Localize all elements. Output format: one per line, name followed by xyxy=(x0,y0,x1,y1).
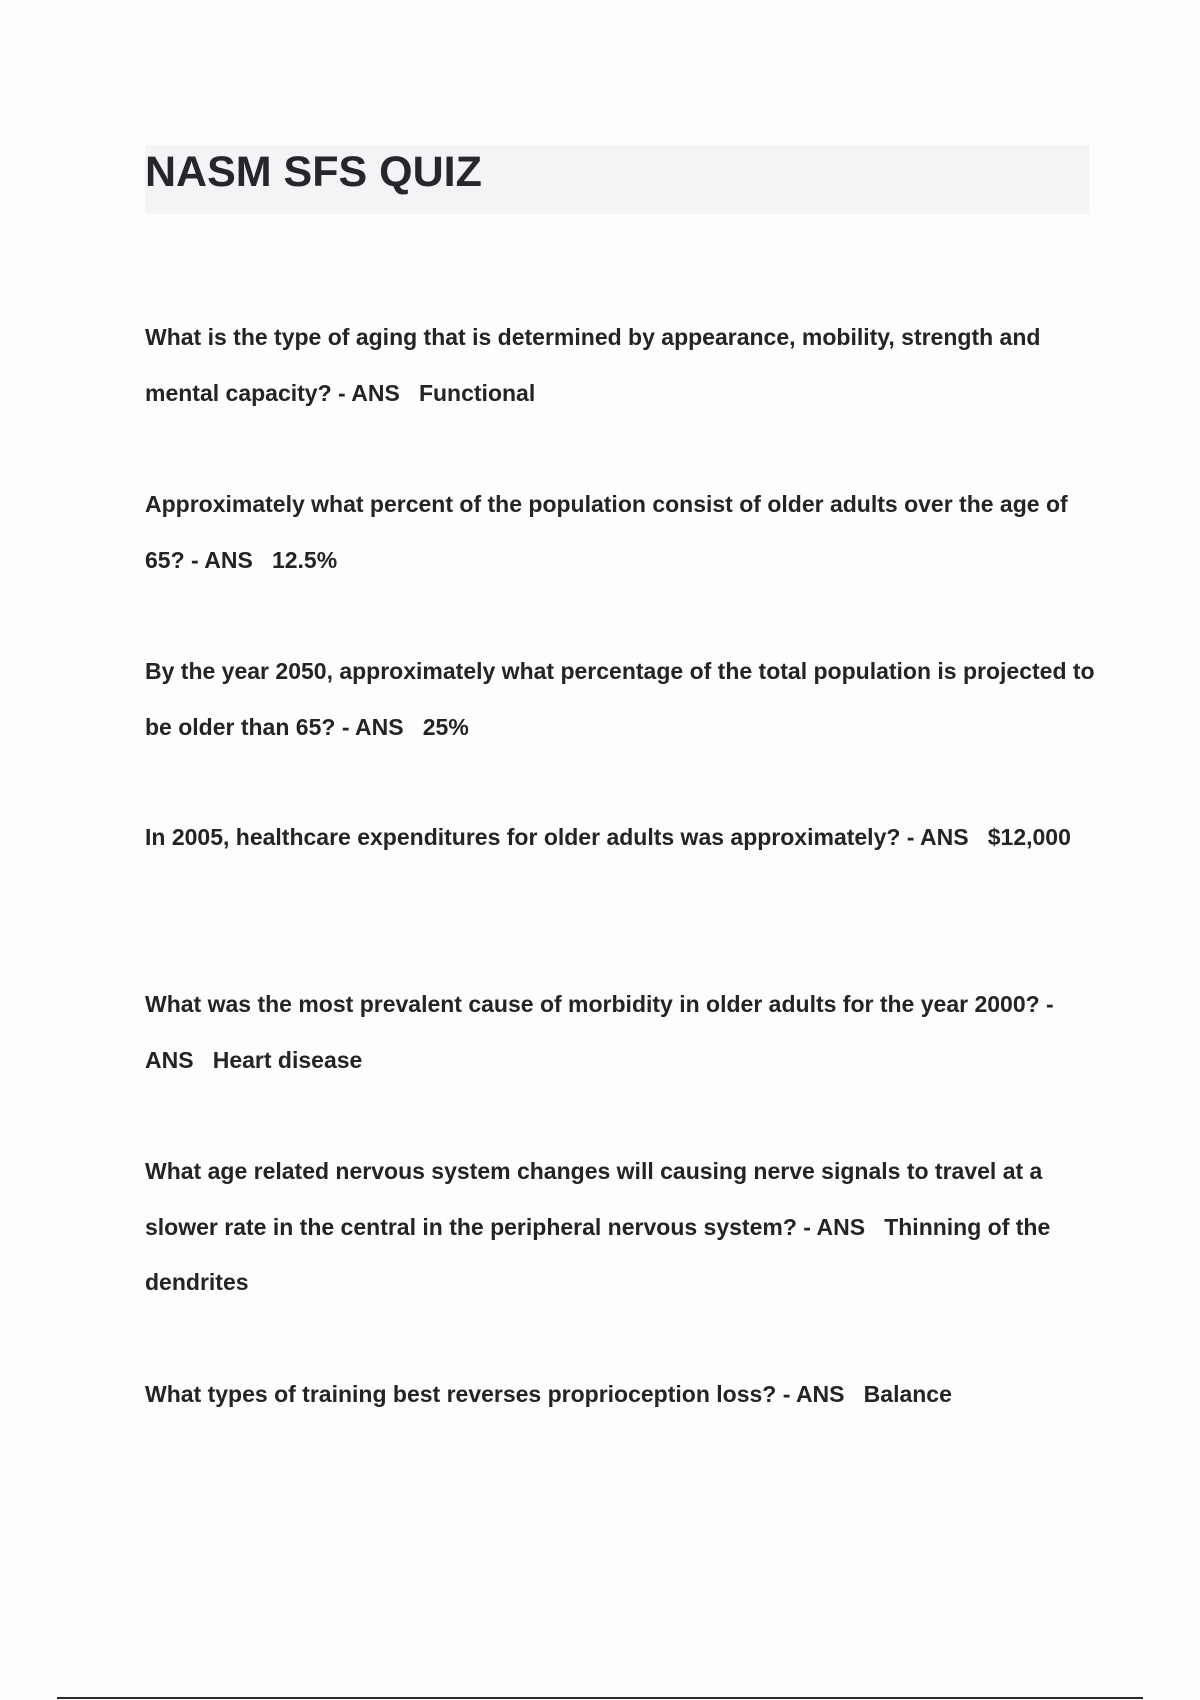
answer-text: Functional xyxy=(418,379,536,406)
question-text: What types of training best reverses proprioception loss? - xyxy=(145,1381,796,1407)
answer-marker: ANS xyxy=(351,379,400,406)
question-text: What was the most prevalent cause of morbidity in older adults for the year 2000? - xyxy=(145,991,1054,1017)
document-title: NASM SFS QUIZ xyxy=(145,148,482,196)
qa-item-6 xyxy=(145,1144,1095,1311)
question-text: Approximately what percent of the population consist of older adults over the age of 65? - xyxy=(145,491,1068,573)
answer-marker: ANS xyxy=(795,1381,845,1407)
qa-item-7 xyxy=(145,1367,1095,1423)
qa-item-4 xyxy=(145,810,1095,866)
qa-item-5 xyxy=(145,977,1095,1088)
answer-text: 25% xyxy=(422,713,469,740)
question-text: What age related nervous system changes will causing nerve signals to travel at a slower rate in the central in the peripheral nervous system? - xyxy=(145,1158,1043,1240)
question-text: By the year 2050, approximately what percentage of the total population is projected to be older than 65? - xyxy=(145,658,1095,740)
answer-text: Heart disease xyxy=(212,1046,363,1073)
answer-text: 12.5% xyxy=(271,546,338,573)
answer-marker: ANS xyxy=(204,546,253,573)
question-text: In 2005, healthcare expenditures for older adults was approximately? - xyxy=(145,824,921,850)
qa-item-3 xyxy=(145,644,1095,755)
answer-text: $12,000 xyxy=(987,824,1071,850)
answer-text: Balance xyxy=(863,1381,952,1407)
qa-item-2 xyxy=(145,477,1095,588)
answer-marker: ANS xyxy=(816,1213,866,1240)
answer-marker: ANS xyxy=(355,713,404,740)
answer-text: Thinning of the dendrites xyxy=(145,1213,1051,1295)
footer-divider xyxy=(57,1697,1143,1699)
qa-item-1 xyxy=(145,310,1095,421)
answer-marker: ANS xyxy=(920,824,969,850)
question-text: What is the type of aging that is determined by appearance, mobility, strength and mental capacity? - xyxy=(145,324,1041,406)
answer-marker: ANS xyxy=(145,1046,194,1073)
